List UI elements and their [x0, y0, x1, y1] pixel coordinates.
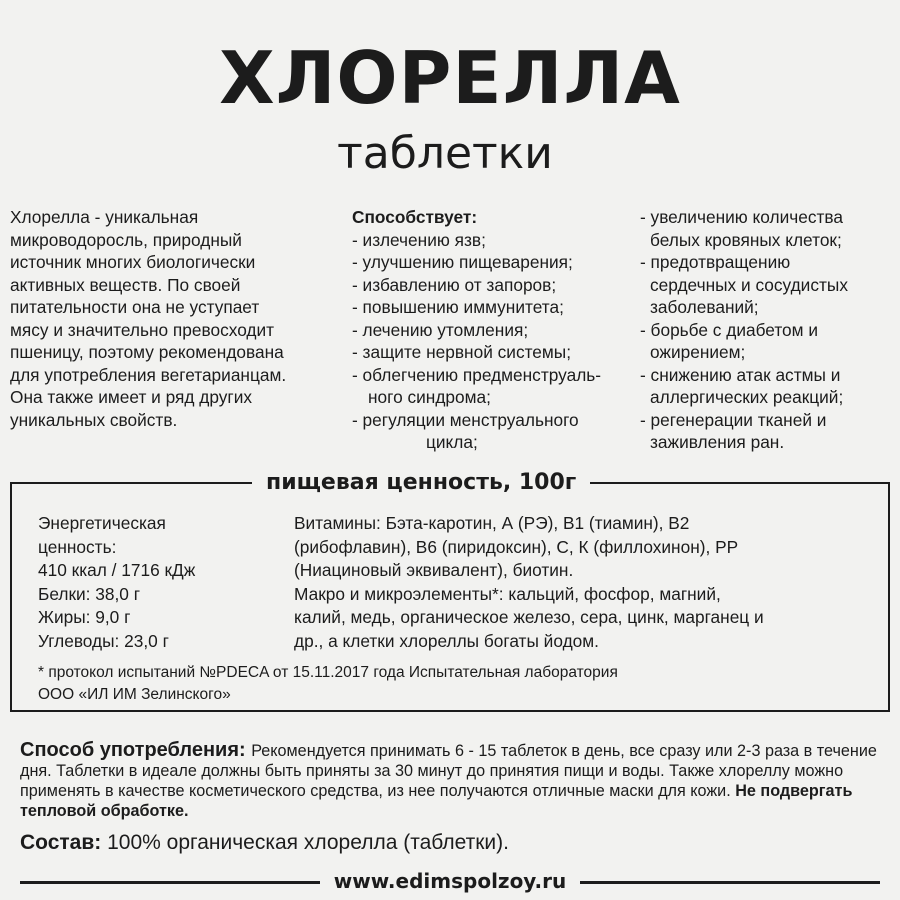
- benefit-line: заболеваний;: [650, 297, 759, 317]
- nutrition-title: пищевая ценность, 100г: [252, 466, 590, 500]
- vitamins-line: (рибофлавин), В6 (пиридоксин), С, К (филлохинон), РР: [294, 536, 739, 557]
- benefit-item: [352, 319, 642, 342]
- nutrition-box: [10, 470, 890, 712]
- intro-line: Хлорелла - уникальная: [10, 207, 199, 227]
- intro-line: микроводоросль, природный: [10, 229, 242, 250]
- intro-line: Она также имеет и ряд других: [10, 387, 253, 407]
- benefit-line: - улучшению пищеварения;: [352, 252, 573, 272]
- benefit-item: [640, 364, 898, 409]
- intro-line: уникальных свойств.: [10, 409, 178, 430]
- vitamins-line: (Ниациновый эквивалент), биотин.: [294, 560, 574, 580]
- intro-text: [10, 206, 345, 431]
- footnote: [38, 662, 878, 706]
- benefit-line: ного синдрома;: [368, 387, 491, 407]
- product-title: ХЛОРЕЛЛА: [219, 36, 681, 120]
- benefit-line: - борьбе с диабетом и: [640, 319, 818, 340]
- energy-line: Энергетическая: [38, 513, 166, 533]
- benefit-line: - избавлению от запоров;: [352, 274, 557, 295]
- benefit-item: [352, 296, 642, 319]
- carbs-line: Углеводы: 23,0 г: [38, 630, 169, 651]
- benefit-item: [640, 409, 898, 454]
- energy-line: ценность:: [38, 536, 117, 557]
- benefit-item: [640, 251, 898, 319]
- benefits-heading: Способствует:: [352, 207, 478, 227]
- usage-warning: Не подвергать тепловой обработке.: [20, 782, 853, 820]
- benefit-line: - лечению утомления;: [352, 319, 529, 340]
- benefit-line: аллергических реакций;: [650, 387, 844, 407]
- composition-label: Состав:: [20, 831, 108, 854]
- benefit-item: [352, 251, 642, 274]
- benefit-line: сердечных и сосудистых: [650, 274, 848, 295]
- product-subtitle: таблетки: [337, 128, 553, 179]
- benefits-column-1: [352, 206, 642, 454]
- intro-line: для употребления вегетарианцам.: [10, 364, 287, 385]
- benefit-line: белых кровяных клеток;: [650, 229, 842, 250]
- composition-section: [20, 829, 890, 857]
- footer: [0, 869, 900, 893]
- benefit-line: заживления ран.: [650, 432, 785, 452]
- benefit-line: - облегчению предменструаль-: [352, 364, 602, 385]
- protein-line: Белки: 38,0 г: [38, 583, 141, 604]
- energy-values: [38, 512, 288, 653]
- vitamins-text: [294, 512, 874, 653]
- footnote-line: * протокол испытаний №PDECA от 15.11.2017 года Испытательная лаборатория: [38, 664, 618, 681]
- benefit-item: [352, 409, 642, 454]
- intro-line: источник многих биологически: [10, 252, 256, 272]
- usage-label: Способ употребления:: [20, 739, 252, 761]
- benefit-item: [352, 274, 642, 297]
- benefit-item: [352, 341, 642, 364]
- benefit-item: [352, 229, 642, 252]
- benefit-line: - снижению атак астмы и: [640, 364, 841, 385]
- intro-line: активных веществ. По своей: [10, 274, 241, 295]
- intro-line: питательности она не уступает: [10, 297, 260, 317]
- benefit-item: [352, 364, 642, 409]
- benefit-line: цикла;: [426, 432, 478, 452]
- benefit-line: - предотвращению: [640, 252, 791, 272]
- intro-line: мясу и значительно превосходит: [10, 319, 275, 340]
- usage-section: [20, 740, 890, 821]
- minerals-line: калий, медь, органическое железо, сера, цинк, марганец и: [294, 607, 764, 627]
- benefit-line: - повышению иммунитета;: [352, 297, 564, 317]
- composition-text: 100% органическая хлорелла (таблетки).: [107, 831, 509, 854]
- energy-line: 410 ккал / 1716 кДж: [38, 560, 196, 580]
- website-url: www.edimspolzoy.ru: [320, 869, 580, 893]
- minerals-line: Макро и микроэлементы*: кальций, фосфор, магний,: [294, 583, 721, 604]
- benefit-line: - регенерации тканей и: [640, 409, 827, 430]
- benefit-line: - защите нервной системы;: [352, 342, 572, 362]
- benefits-column-2: [640, 206, 898, 454]
- intro-line: пшеницу, поэтому рекомендована: [10, 342, 284, 362]
- vitamins-line: Витамины: Бэта-каротин, А (РЭ), В1 (тиамин), В2: [294, 513, 690, 533]
- fat-line: Жиры: 9,0 г: [38, 607, 131, 627]
- usage-text: Рекомендуется принимать 6 - 15 таблеток в день, все сразу или 2-3 раза в течение дня. Таблетки в идеале должны быть приняты за 30 минут до принятия пищи и воды. Также хлореллу можно применять в качестве косметического средства, из нее получаются отличные маски для кожи.: [20, 742, 877, 800]
- minerals-line: др., а клетки хлореллы богаты йодом.: [294, 630, 599, 651]
- benefit-item: [640, 319, 898, 364]
- benefit-item: [640, 206, 898, 251]
- benefit-line: - излечению язв;: [352, 229, 486, 250]
- benefit-line: - регуляции менструального: [352, 409, 579, 430]
- benefit-line: - увеличению количества: [640, 207, 844, 227]
- benefit-line: ожирением;: [650, 342, 746, 362]
- footnote-line: ООО «ИЛ ИМ Зелинского»: [38, 686, 231, 703]
